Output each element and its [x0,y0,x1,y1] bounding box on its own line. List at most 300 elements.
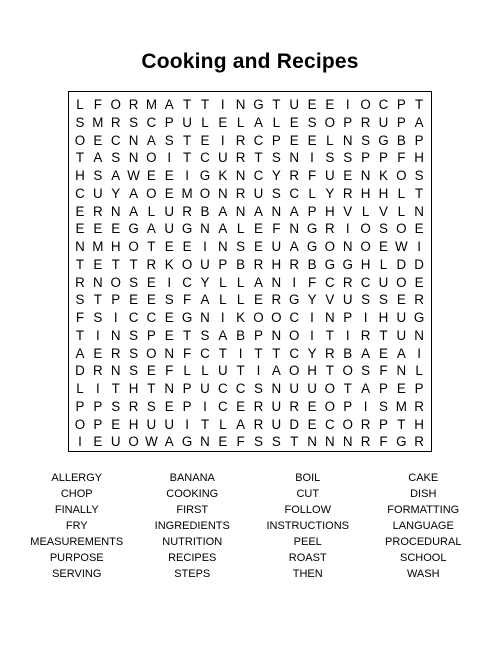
grid-letter: P [182,398,192,414]
grid-letter: R [235,150,246,166]
grid-letter: T [75,256,85,272]
grid-letter: R [235,185,246,201]
grid-letter: T [218,345,227,361]
grid-letter: O [360,221,371,237]
grid-letter: H [378,310,389,325]
grid-letter: S [200,327,210,343]
grid-letter: S [254,381,263,396]
grid-letter: T [147,239,156,254]
grid-letter: P [396,97,406,112]
grid-letter: H [271,256,282,272]
grid-letter: G [342,256,353,272]
grid-letter: B [396,132,406,148]
grid-letter: L [219,416,227,432]
word-list-item: STEPS [174,568,211,580]
grid-letter: C [325,274,335,290]
grid-letter: O [324,381,336,396]
grid-letter: I [167,150,172,166]
grid-letter: G [181,310,193,325]
grid-letter: V [343,203,353,219]
grid-letter: H [360,185,371,201]
grid-letter: T [129,256,138,272]
grid-letter: F [93,97,102,112]
grid-letter: S [271,185,281,201]
grid-letter: L [308,185,316,201]
grid-letter: R [110,114,121,130]
grid-letter: I [363,310,368,325]
grid-letter: N [325,310,335,325]
grid-letter: O [324,114,336,130]
grid-letter: A [361,381,371,396]
grid-row [69,274,431,292]
grid-letter: U [271,398,282,414]
grid-letter: N [128,150,139,166]
grid-letter: U [164,416,175,432]
grid-letter: T [111,256,120,272]
grid-letter: U [110,434,121,450]
grid-letter: E [289,114,299,130]
grid-letter: S [378,398,388,414]
grid-letter: S [325,150,335,166]
grid-letter: T [183,327,192,343]
grid-letter: A [271,363,281,379]
grid-letter: A [254,274,263,290]
grid-letter: P [93,398,103,414]
grid-letter: E [146,292,156,308]
grid-letter: U [289,381,300,396]
grid-letter: A [414,114,424,130]
grid-letter: N [164,381,175,396]
grid-letter: E [75,203,85,219]
grid-letter: B [236,256,246,272]
grid-letter: U [217,363,228,379]
grid-letter: P [254,327,263,343]
grid-letter: U [200,256,210,272]
grid-letter: E [414,274,424,290]
grid-letter: C [146,114,157,130]
grid-letter: A [254,114,263,130]
grid-letter: L [397,185,406,201]
word-list-item: PROCEDURAL [385,536,462,548]
grid-letter: T [236,363,245,379]
grid-letter: T [147,381,156,396]
grid-letter: A [218,203,228,219]
grid-letter: R [128,398,139,414]
grid-letter: E [254,221,263,237]
grid-letter: P [93,416,103,432]
grid-letter: T [183,132,192,148]
grid-letter: P [111,292,121,308]
grid-letter: R [414,292,424,308]
grid-letter: T [111,381,120,396]
word-list-item: COOKING [166,488,219,500]
grid-row [69,149,431,167]
grid-letter: N [217,185,228,201]
word-list-item: FINALLY [54,504,99,516]
grid-letter: S [414,168,424,183]
grid-letter: R [414,398,424,414]
word-list-item: MEASUREMENTS [30,536,124,548]
grid-letter: Y [325,185,335,201]
grid-letter: C [289,310,300,325]
grid-letter: R [93,203,103,219]
grid-letter: I [203,239,207,254]
grid-letter: D [75,363,85,379]
grid-letter: U [289,97,300,112]
grid-letter: R [342,185,353,201]
grid-letter: O [396,221,407,237]
grid-letter: F [379,363,388,379]
grid-letter: L [201,114,209,130]
grid-letter: R [342,274,353,290]
grid-letter: L [236,114,245,130]
grid-letter: O [146,185,157,201]
grid-letter: N [200,310,210,325]
grid-letter: G [324,256,336,272]
grid-letter: G [199,168,211,183]
grid-letter: E [164,185,174,201]
grid-letter: A [111,168,121,183]
grid-letter: P [378,150,388,166]
grid-row [69,362,431,380]
grid-letter: I [417,345,421,361]
grid-letter: H [414,150,424,166]
grid-letter: E [164,398,174,414]
grid-letter: A [129,203,139,219]
grid-letter: N [325,434,335,450]
word-list-item: CAKE [408,472,439,484]
grid-letter: A [129,185,139,201]
grid-letter: E [325,97,335,112]
grid-letter: I [167,274,172,290]
grid-letter: L [272,114,281,130]
grid-letter: P [182,381,192,396]
grid-row [69,185,431,203]
grid-letter: H [307,363,317,379]
grid-letter: G [181,221,193,237]
word-list-item: THEN [292,568,323,580]
grid-letter: S [361,132,371,148]
grid-letter: G [306,221,318,237]
grid-letter: D [289,416,300,432]
grid-letter: A [396,345,406,361]
grid-letter: S [129,345,139,361]
grid-letter: E [396,292,406,308]
grid-letter: E [378,345,388,361]
grid-letter: N [342,434,353,450]
grid-letter: N [289,221,300,237]
grid-letter: A [146,132,156,148]
grid-letter: N [164,345,175,361]
grid-letter: L [379,256,388,272]
grid-letter: A [289,203,299,219]
grid-letter: S [378,221,388,237]
grid-letter: I [220,132,225,148]
grid-letter: F [183,292,192,308]
grid-row [69,433,431,451]
grid-letter: H [325,203,335,219]
grid-letter: C [217,398,228,414]
grid-letter: P [218,256,228,272]
grid-letter: C [128,310,139,325]
grid-letter: C [200,345,210,361]
grid-letter: L [147,203,156,219]
grid-letter: G [378,132,389,148]
grid-letter: O [342,416,353,432]
grid-letter: N [289,150,300,166]
grid-letter: S [307,114,317,130]
grid-letter: H [414,416,424,432]
grid-letter: P [343,398,353,414]
grid-letter: N [235,97,246,112]
grid-letter: O [324,239,336,254]
word-list-item: ALLERGY [51,472,103,484]
grid-letter: S [236,239,246,254]
grid-letter: U [253,185,264,201]
grid-letter: C [253,168,264,183]
grid-letter: E [307,416,317,432]
word-list-item: CUT [296,488,320,500]
grid-letter: L [76,381,84,396]
grid-letter: B [200,203,210,219]
grid-letter: U [307,381,317,396]
grid-letter: E [93,256,103,272]
grid-letter: M [145,97,157,112]
grid-letter: Y [307,292,317,308]
grid-letter: P [361,150,371,166]
grid-letter: W [127,168,140,183]
grid-letter: P [378,381,388,396]
grid-letter: S [75,292,85,308]
grid-letter: E [200,132,210,148]
grid-letter: H [378,185,389,201]
grid-row [69,238,431,256]
grid-letter: E [414,221,424,237]
grid-letter: L [397,203,406,219]
grid-letter: T [254,345,263,361]
grid-letter: R [253,398,264,414]
grid-letter: R [360,434,371,450]
grid-letter: E [93,221,103,237]
grid-letter: I [310,327,314,343]
grid-letter: N [307,434,317,450]
grid-letter: G [413,310,425,325]
grid-letter: A [75,345,85,361]
word-list-item: WASH [406,568,440,580]
grid-letter: L [76,97,84,112]
grid-letter: S [146,398,156,414]
grid-letter: R [75,274,85,290]
grid-letter: Y [111,185,121,201]
grid-letter: L [361,203,370,219]
grid-letter: M [395,398,407,414]
word-list-item: FOLLOW [284,504,331,516]
word-list-item: INGREDIENTS [154,520,230,532]
word-list-item: LANGUAGE [392,520,454,532]
grid-letter: P [396,114,406,130]
grid-letter: T [200,97,210,112]
grid-row [69,416,431,434]
grid-letter: B [236,327,246,343]
grid-letter: U [378,274,389,290]
word-list-item: ROAST [288,552,327,564]
grid-letter: E [218,114,228,130]
grid-letter: E [111,416,121,432]
grid-letter: A [289,239,299,254]
grid-letter: G [288,292,300,308]
grid-letter: T [183,150,192,166]
grid-letter: G [253,97,264,112]
grid-letter: T [75,327,85,343]
grid-letter: O [253,310,264,325]
grid-letter: E [93,132,103,148]
grid-row [69,132,431,150]
grid-letter: T [290,434,299,450]
grid-letter: U [271,416,282,432]
grid-letter: C [289,345,300,361]
grid-letter: A [164,97,174,112]
grid-letter: E [93,434,103,450]
grid-letter: S [271,434,281,450]
grid-letter: H [75,168,85,183]
grid-letter: I [345,327,350,343]
grid-letter: O [74,416,86,432]
word-list-item: PEEL [293,536,322,548]
grid-letter: B [307,256,317,272]
word-list-item: FIRST [176,504,209,516]
grid-letter: E [343,168,353,183]
grid-row [69,114,431,132]
grid-letter: E [164,168,174,183]
word-list-item: DISH [410,488,437,500]
grid-letter: U [182,114,192,130]
grid-letter: L [219,292,227,308]
grid-letter: E [396,381,406,396]
grid-letter: H [110,239,121,254]
grid-letter: W [145,434,158,450]
word-list-item: FRY [65,520,88,532]
grid-letter: U [146,416,157,432]
grid-letter: A [146,221,156,237]
grid-letter: N [235,203,246,219]
grid-letter: U [271,239,282,254]
grid-letter: A [218,221,228,237]
grid-letter: A [218,327,228,343]
grid-letter: I [185,168,189,183]
grid-letter: M [181,185,193,201]
grid-letter: S [111,150,121,166]
grid-letter: E [289,132,299,148]
grid-letter: S [129,274,139,290]
grid-letter: N [110,327,121,343]
grid-letter: O [199,185,211,201]
grid-letter: P [343,310,353,325]
grid-letter: C [75,185,85,201]
word-list-item: RECIPES [168,552,217,564]
grid-letter: N [271,274,282,290]
grid-letter: H [360,256,371,272]
grid-letter: U [396,310,407,325]
grid-letter: E [129,292,139,308]
grid-letter: I [185,416,189,432]
grid-letter: L [236,274,245,290]
grid-letter: E [254,239,263,254]
grid-letter: S [93,168,103,183]
grid-letter: S [378,292,388,308]
grid-letter: T [254,150,263,166]
grid-letter: U [396,327,407,343]
grid-row [69,380,431,398]
grid-letter: V [378,203,388,219]
grid-letter: P [307,203,317,219]
grid-letter: L [326,132,334,148]
grid-letter: F [165,363,174,379]
grid-letter: R [325,345,335,361]
grid-letter: L [201,363,209,379]
grid-row [69,203,431,221]
grid-letter: O [396,274,407,290]
word-list-item: PURPOSE [49,552,104,564]
grid-letter: E [146,274,156,290]
grid-letter: E [164,239,174,254]
grid-letter: I [113,310,118,325]
grid-letter: R [110,345,121,361]
grid-letter: U [217,150,228,166]
grid-letter: U [325,168,335,183]
grid-letter: D [396,256,407,272]
grid-letter: F [75,310,85,325]
grid-letter: E [75,221,85,237]
grid-letter: O [396,168,407,183]
grid-letter: T [272,345,281,361]
grid-letter: P [414,381,424,396]
grid-letter: N [93,274,103,290]
grid-letter: T [272,97,281,112]
word-list-item: BANANA [169,472,215,484]
grid-letter: U [378,114,389,130]
word-list-item: CHOP [60,488,93,500]
grid-row [69,327,431,345]
grid-letter: E [378,239,388,254]
grid-letter: P [378,416,388,432]
grid-letter: T [415,185,424,201]
grid-letter: N [200,221,210,237]
grid-letter: E [93,345,103,361]
grid-letter: I [292,274,297,290]
grid-row [69,96,431,114]
word-list-item: SCHOOL [400,552,447,564]
grid-row [69,309,431,327]
grid-letter: R [253,256,264,272]
grid-letter: I [95,327,100,343]
puzzle-title: Cooking and Recipes [141,50,359,73]
grid-letter: F [183,345,192,361]
grid-letter: O [146,345,157,361]
grid-letter: N [75,239,85,254]
grid-letter: E [182,239,192,254]
grid-letter: N [360,168,371,183]
grid-letter: Y [307,345,317,361]
grid-letter: E [218,434,228,450]
grid-letter: R [182,203,192,219]
grid-letter: O [360,97,371,112]
grid-letter: R [289,168,300,183]
grid-letter: L [183,363,191,379]
grid-letter: E [146,363,156,379]
grid-letter: E [307,398,317,414]
grid-letter: N [271,327,282,343]
grid-letter: R [289,256,300,272]
